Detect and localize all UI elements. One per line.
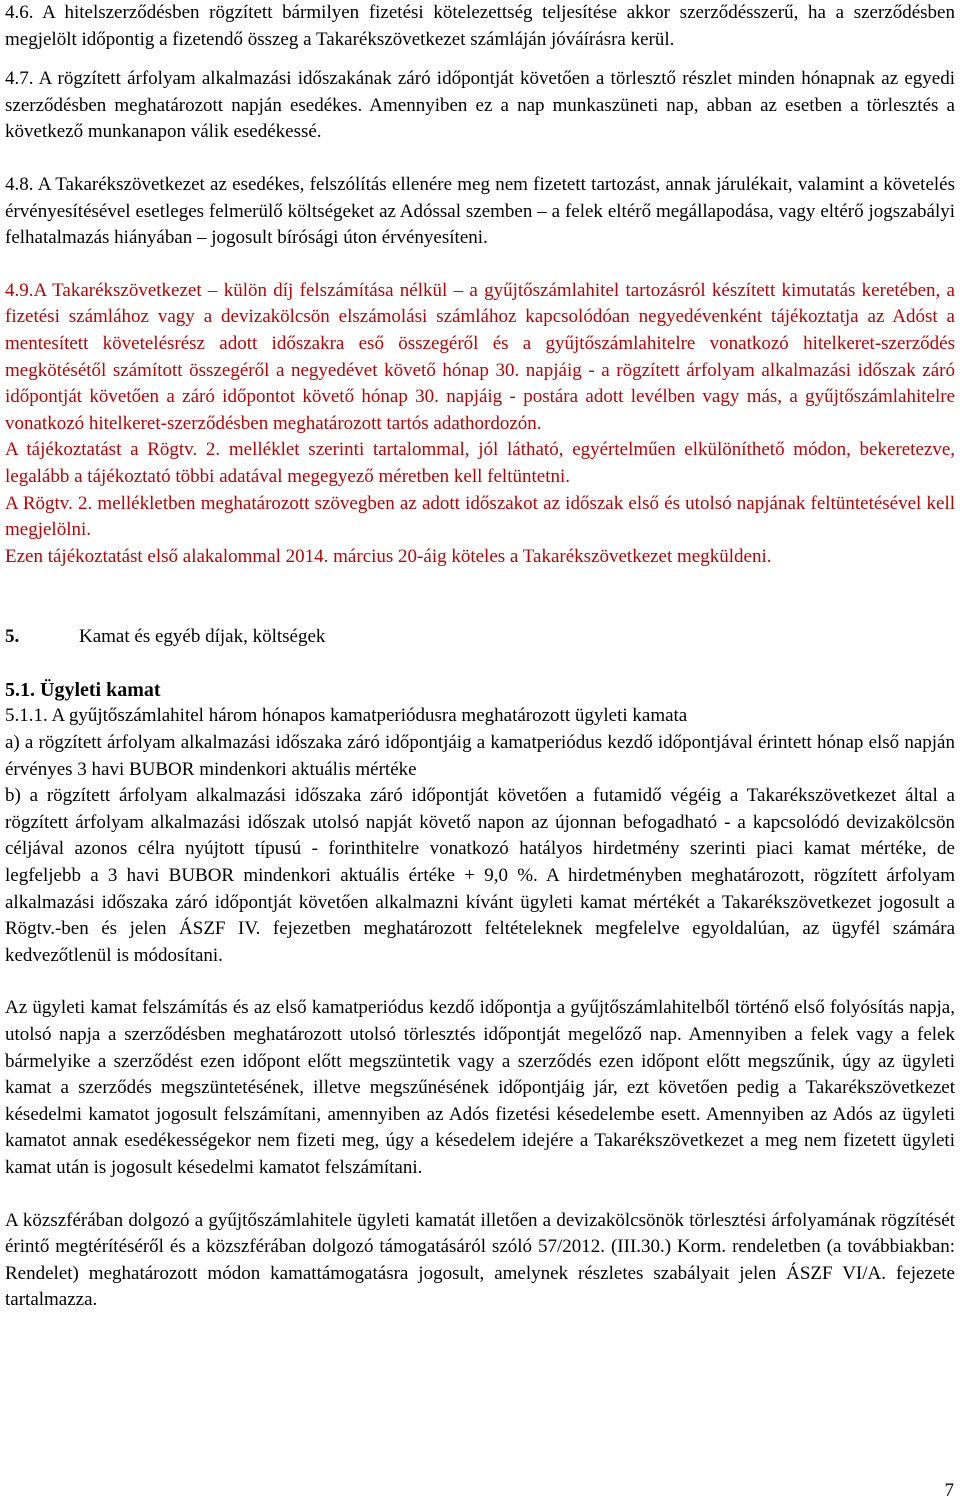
paragraph-4-9-d: Ezen tájékoztatást első alakalommal 2014. március 20-áig köteles a Takarékszövetkezet megküldeni.	[5, 545, 772, 567]
page-number: 7	[944, 1480, 954, 1502]
paragraph-4-6: 4.6. A hitelszerződésben rögzített bármilyen fizetési kötelezettség teljesítése akkor szerződésszerű, ha a szerződésben megjelölt időpontig a fizetendő összeg a Takarékszövetkezet számláján jóváírásra kerül.	[5, 2, 955, 50]
paragraph-4-9-number: 4.9.	[5, 279, 34, 301]
paragraph-4-9-b: A tájékoztatást a Rögtv. 2. melléklet szerinti tartalommal, jól látható, egyértelműen elkülöníthető módon, bekeretezve, legalább a tájékoztató többi adatával megegyező méretben kell feltüntetni.	[5, 439, 955, 487]
paragraph-5-1-1-a: a) a rögzített árfolyam alkalmazási időszaka záró időpontjáig a kamatperiódus kezdő időpontjával érintett hónap első napján érvényes 3 havi BUBOR mindenkori aktuális mértéke	[5, 732, 955, 780]
paragraph-4-9-c: A Rögtv. 2. mellékletben meghatározott szövegben az adott időszakot az időszak első és utolsó napjának feltüntetésével kell megjelölni.	[5, 492, 955, 541]
paragraph-4-8: 4.8. A Takarékszövetkezet az esedékes, felszólítás ellenére meg nem fizetett tartozást, annak járulékait, valamint a követelés érvényesítésével esetleges felmerülő költségeket az Adóssal szemben – a felek eltérő megállapodása, vagy eltérő jogszabályi felhatalmazás hiányában – jogosult bírósági úton érvényesíteni.	[5, 173, 955, 249]
paragraph-4-9-text: A Takarékszövetkezet – külön díj felszámítása nélkül – a gyűjtőszámlahitel tartozásról készített kimutatás keretében, a fizetési számlához vagy a devizakölcsön elszámolási számlához kapcsolódóan negyedévenként tájékoztatja az Adóst a mentesített követelésrész adott időszakra eső összegéről és a gyűjtőszámlahitelre vonatkozó hitelkeret-szerződés megkötésétől számított összegéről a negyedévet követő hónap 30. napjáig - a rögzített árfolyam alkalmazási időszak záró időpontját követően a záró időpontot követő hónap 30. napjáig - postára adott levélben vagy más, a gyűjtőszámlahitelre vonatkozó hitelkeret-szerződésben meghatározott tartós adathordozón.	[5, 279, 955, 434]
paragraph-interest-period: Az ügyleti kamat felszámítás és az első kamatperiódus kezdő időpontja a gyűjtőszámlahitelből történő első folyósítás napja, utolsó napja a szerződésben meghatározott utolsó törlesztés időpontját megelőző nap. Amennyiben a felek vagy a felek bármelyike a szerződést ezen időpont előtt megszüntetik vagy a szerződés ezen időpont előtt megszűnik, úgy az ügyleti kamat a szerződés megszüntetésének, illetve megszűnésének időpontjáig jár, ezt követően pedig a Takarékszövetkezet késedelmi kamatot jogosult felszámítani, amennyiben az Adós fizetési késedelembe esett. Amennyiben az Adós az ügyleti kamatot annak esedékességekor nem fizeti meg, úgy a késedelem idejére a Takarékszövetkezet a meg nem fizetett ügyleti kamat után is jogosult késedelmi kamatot felszámítani.	[5, 997, 955, 1178]
section-5-title: Kamat és egyéb díjak, költségek	[79, 626, 326, 648]
paragraph-4-7: 4.7. A rögzített árfolyam alkalmazási időszakának záró időpontját követően a törlesztő részlet minden hónapnak az egyedi szerződésben meghatározott napján esedékes. Amennyiben ez a nap munkaszüneti nap, abban az esetben a törlesztés a következő munkanapon válik esedékessé.	[5, 68, 955, 143]
paragraph-4-9-block	[5, 278, 955, 571]
paragraph-5-1-1-b: b) a rögzített árfolyam alkalmazási időszaka záró időpontját követően a futamidő végéig a Takarékszövetkezet által a rögzített árfolyam alkalmazási időszak utolsó napját követő napon az újonnan befogadható - a kapcsolódó devizakölcsön céljával azonos célra nyújtott típusú - forinthitelre vonatkozó hatályos hirdetmény szerinti piaci kamat mértéke, de legfeljebb a 3 havi BUBOR mindenkori aktuális értéke + 9,0 %. A hirdetményben meghatározott, rögzített árfolyam alkalmazási időszaka záró időpontját követően alkalmazni kívánt ügyleti kamat mértékét a Takarékszövetkezet jogosult a Rögtv.-ben és jelen ÁSZF IV. fejezetben meghatározott feltételeknek megfelelve egyoldalúan, az ügyfél számára kedvezőtlenül is módosítani.	[5, 785, 955, 966]
section-5-number: 5.	[5, 626, 20, 648]
paragraph-4-9-a	[5, 278, 955, 438]
paragraph-5-1-1-intro: 5.1.1. A gyűjtőszámlahitel három hónapos kamatperiódusra meghatározott ügyleti kamata	[5, 705, 688, 727]
paragraph-public-sector: A közszférában dolgozó a gyűjtőszámlahitele ügyleti kamatát illetően a devizakölcsönök törlesztési árfolyamának rögzítését érintő megtérítéséről és a közszférában dolgozó támogatásáról szóló 57/2012. (III.30.) Korm. rendeletben (a továbbiakban: Rendelet) meghatározott módon kamattámogatásra jogosult, amelynek részletes szabályait jelen ÁSZF VI/A. fejezete tartalmazza.	[5, 1209, 955, 1311]
section-5-1-heading: 5.1. Ügyleti kamat	[5, 678, 161, 701]
section-5-heading	[5, 624, 955, 651]
